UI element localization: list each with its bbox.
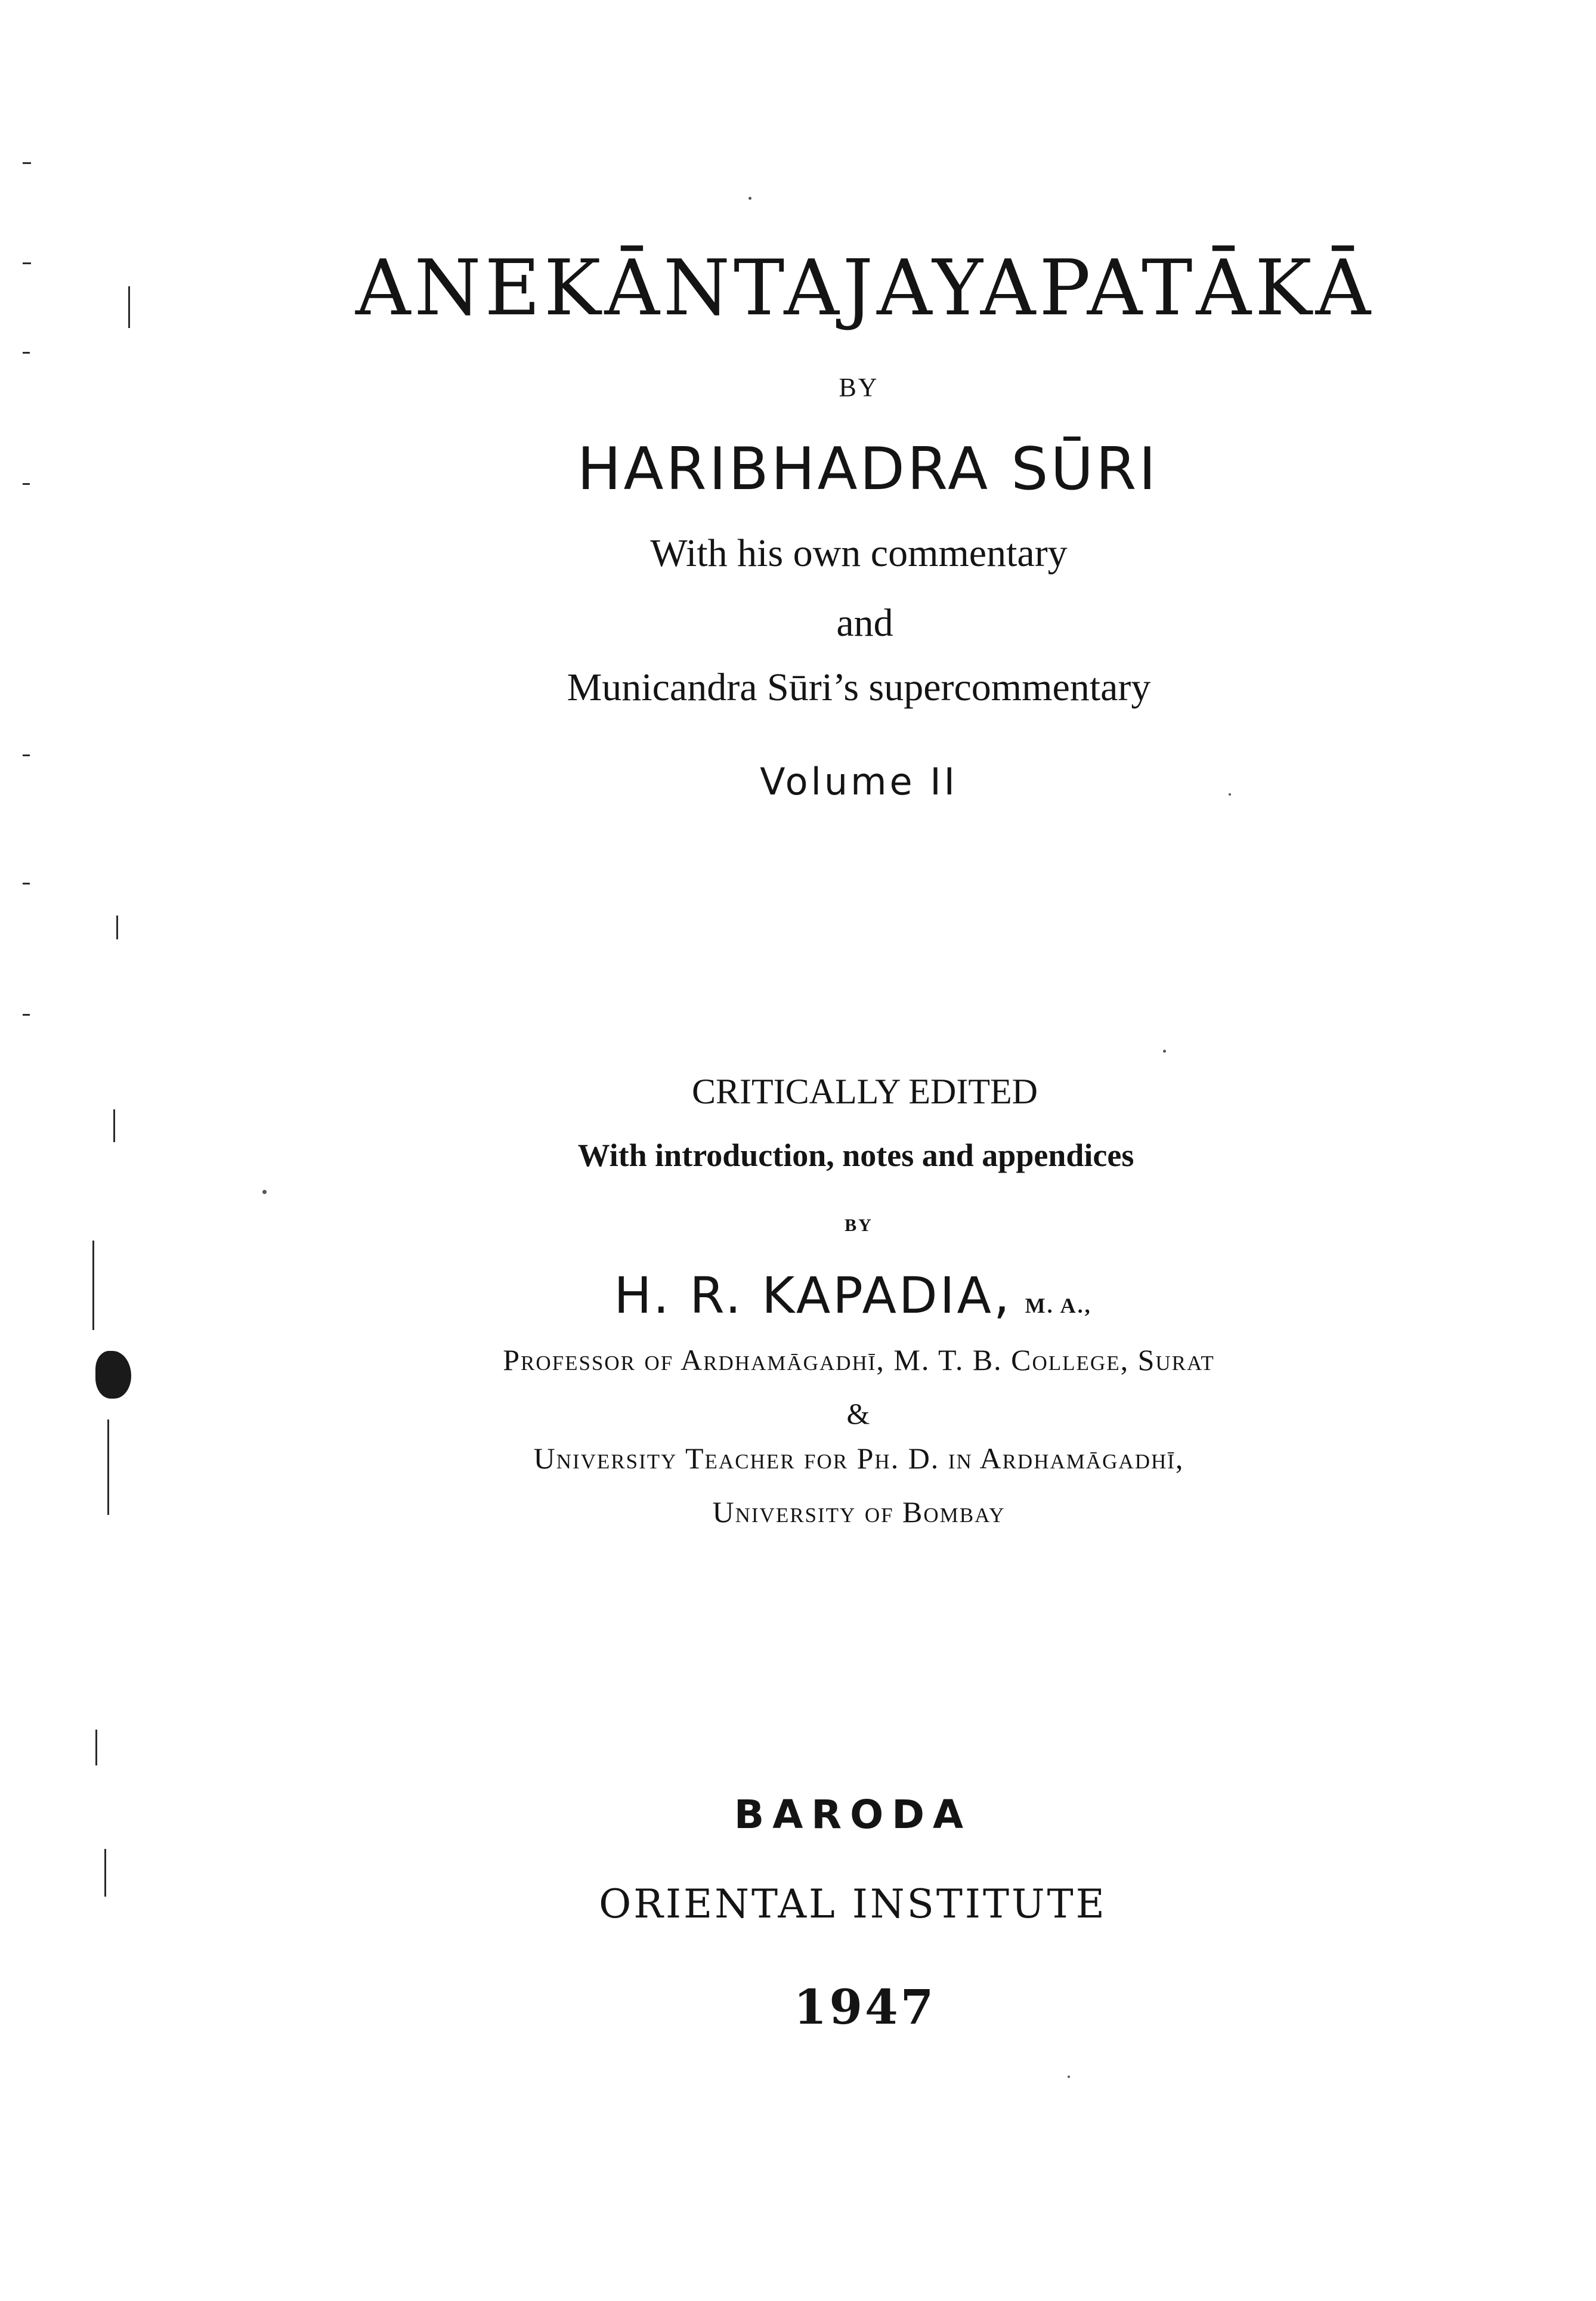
book-title: ANEKĀNTAJAYAPATĀKĀ — [355, 244, 1374, 333]
author-name: HARIBHADRA SŪRI — [577, 435, 1159, 503]
supercommentary-line: Municandra Sūri’s supercommentary — [567, 666, 1151, 709]
speck — [748, 197, 751, 200]
university-bombay-line: University of Bombay — [712, 1495, 1006, 1529]
commentary-line: With his own commentary — [650, 531, 1068, 575]
professor-line: Professor of Ardhamāgadhī, M. T. B. College, Surat — [503, 1343, 1215, 1377]
scan-mark — [23, 883, 30, 884]
scan-mark — [23, 483, 30, 485]
speck — [1068, 2076, 1070, 2078]
scan-mark — [107, 1419, 109, 1515]
university-teacher-line: University Teacher for Ph. D. in Ardhamāgadhī, — [533, 1442, 1184, 1475]
scan-mark — [128, 286, 130, 328]
publication-year: 1947 — [793, 1979, 936, 2035]
ink-blot — [95, 1351, 131, 1399]
volume-label: Volume II — [760, 760, 958, 803]
scan-mark — [116, 916, 118, 939]
scan-mark — [23, 262, 31, 264]
critically-edited-heading: CRITICALLY EDITED — [692, 1072, 1038, 1111]
publisher-city: BARODA — [734, 1792, 972, 1838]
ampersand: & — [846, 1397, 871, 1430]
scan-mark — [23, 352, 30, 354]
speck — [1163, 1050, 1166, 1053]
speck — [1229, 793, 1231, 796]
editor-name: H. R. KAPADIA, — [614, 1266, 1012, 1325]
and-line: and — [836, 601, 893, 645]
scan-mark — [104, 1849, 106, 1897]
scan-mark — [23, 1014, 30, 1016]
scan-mark — [95, 1730, 97, 1765]
scan-mark — [113, 1109, 115, 1142]
speck — [262, 1190, 267, 1194]
by-label: BY — [839, 373, 879, 402]
publisher-name: ORIENTAL INSTITUTE — [599, 1881, 1107, 1927]
editor-line — [584, 1266, 1121, 1325]
by-label-editor: BY — [845, 1216, 873, 1235]
scan-mark — [92, 1241, 94, 1330]
introduction-line: With introduction, notes and appendices — [577, 1137, 1134, 1173]
editor-degree: M. A., — [1025, 1294, 1092, 1317]
scan-mark — [23, 162, 31, 164]
scan-mark — [23, 754, 30, 756]
